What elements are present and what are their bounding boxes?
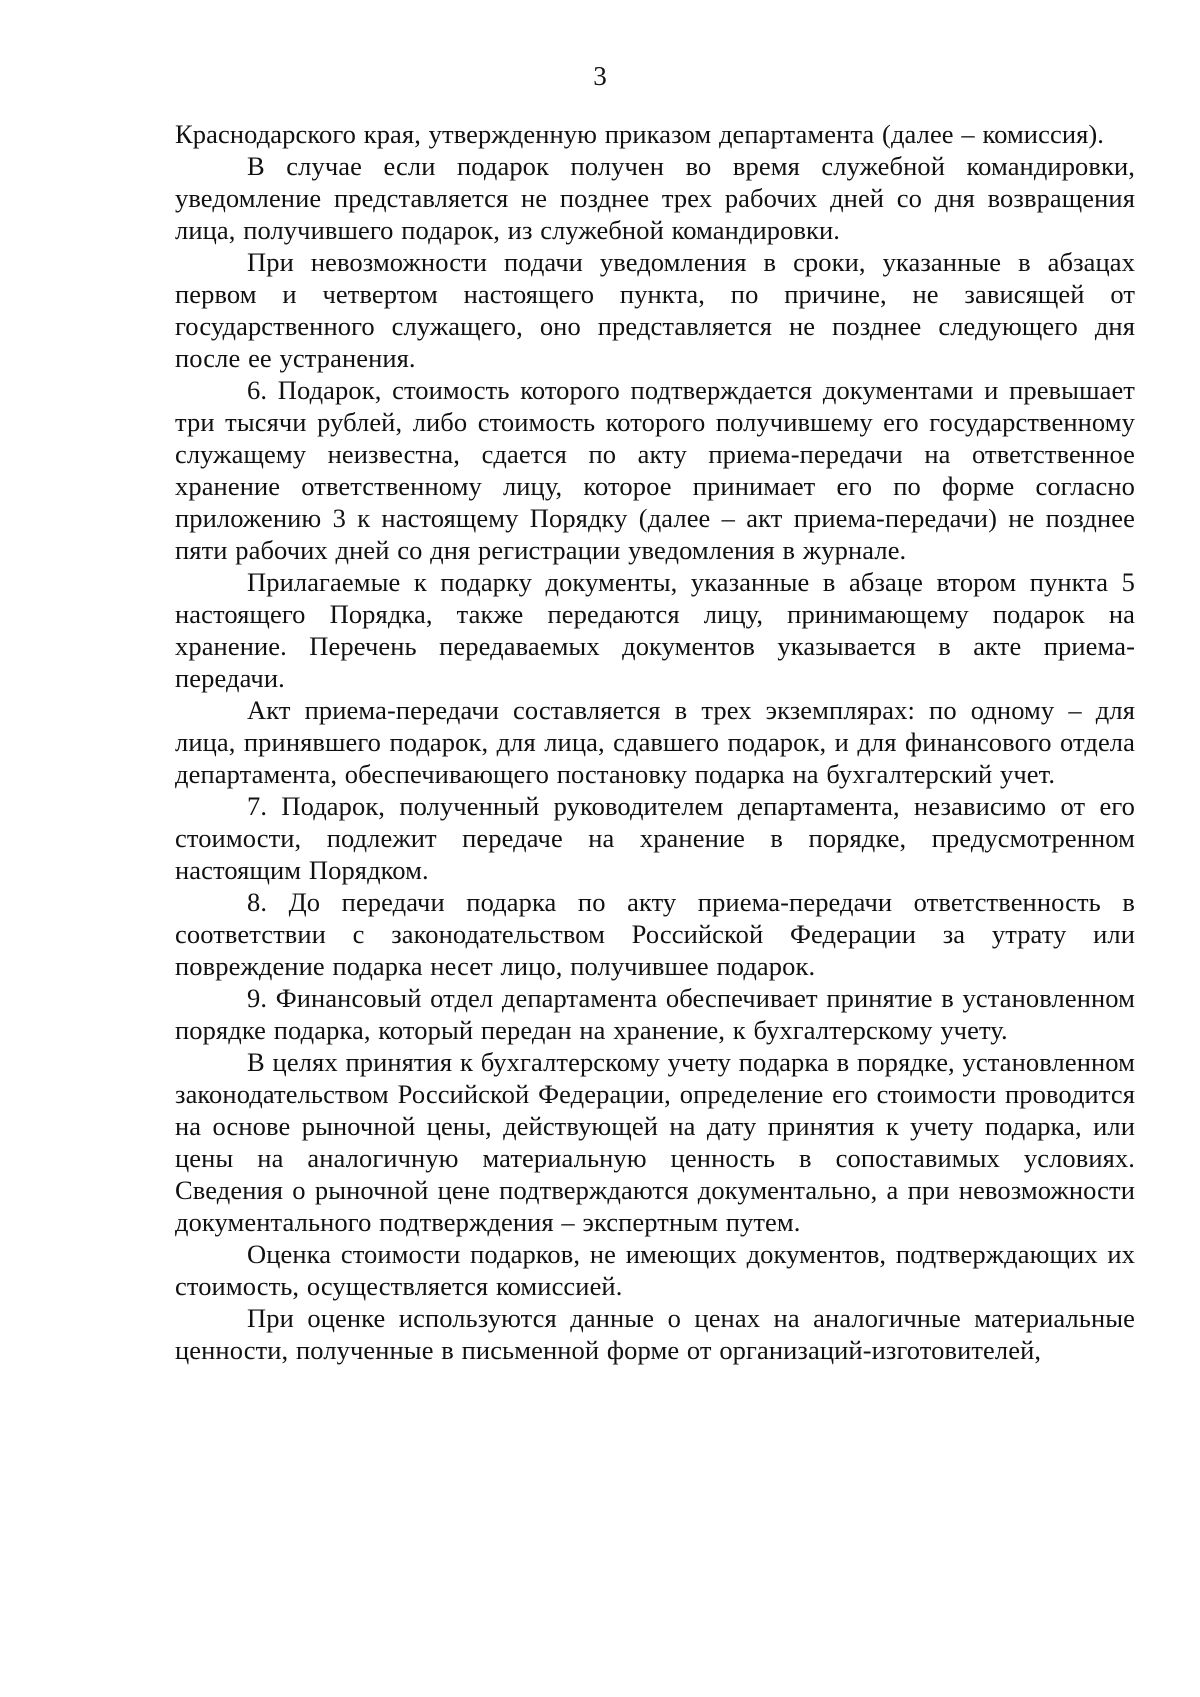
paragraph: В случае если подарок получен во время служебной командировки, уведомление представляется не позднее трех рабочих дней со дня возвращения лица, получившего подарок, из служебной командировки. bbox=[175, 151, 1135, 245]
paragraph: При невозможности подачи уведомления в сроки, указанные в абзацах первом и четвертом настоящего пункта, по причине, не зависящей от государственного служащего, оно представляется не позднее следующего дня после ее устранения. bbox=[175, 247, 1135, 373]
paragraph: В целях принятия к бухгалтерскому учету подарка в порядке, установленном законодательством Российской Федерации, определение его стоимости проводится на основе рыночной цены, действующей на дату принятия к учету подарка, или цены на аналогичную материальную ценность в сопоставимых условиях. Сведения о рыночной цене подтверждаются документально, а при невозможности документального подтверждения – экспертным путем. bbox=[175, 1047, 1135, 1237]
page-number: 3 bbox=[593, 61, 607, 91]
paragraph: Прилагаемые к подарку документы, указанные в абзаце втором пункта 5 настоящего Порядка, также передаются лицу, принимающему подарок на хранение. Перечень передаваемых документов указывается в акте приема-передачи. bbox=[175, 567, 1135, 693]
paragraph: 6. Подарок, стоимость которого подтверждается документами и превышает три тысячи рублей, либо стоимость которого получившему его государственному служащему неизвестна, сдается по акту приема-передачи на ответственное хранение ответственному лицу, которое принимает его по форме согласно приложению 3 к настоящему Порядку (далее – акт приема-передачи) не позднее пяти рабочих дней со дня регистрации уведомления в журнале. bbox=[175, 375, 1135, 565]
paragraph: 7. Подарок, полученный руководителем департамента, независимо от его стоимости, подлежит передаче на хранение в порядке, предусмотренном настоящим Порядком. bbox=[175, 791, 1135, 885]
paragraph: 9. Финансовый отдел департамента обеспечивает принятие в установленном порядке подарка, который передан на хранение, к бухгалтерскому учету. bbox=[175, 983, 1135, 1045]
document-body bbox=[175, 118, 1135, 1366]
paragraph: При оценке используются данные о ценах на аналогичные материальные ценности, полученные в письменной форме от организаций-изготовителей, bbox=[175, 1303, 1135, 1365]
paragraph: 8. До передачи подарка по акту приема-передачи ответственность в соответствии с законодательством Российской Федерации за утрату или повреждение подарка несет лицо, получившее подарок. bbox=[175, 887, 1135, 981]
paragraph: Краснодарского края, утвержденную приказом департамента (далее – комиссия). bbox=[175, 119, 1105, 149]
paragraph: Акт приема-передачи составляется в трех экземплярах: по одному – для лица, принявшего подарок, для лица, сдавшего подарок, и для финансового отдела департамента, обеспечивающего постановку подарка на бухгалтерский учет. bbox=[175, 695, 1135, 789]
paragraph: Оценка стоимости подарков, не имеющих документов, подтверждающих их стоимость, осуществляется комиссией. bbox=[175, 1239, 1135, 1301]
